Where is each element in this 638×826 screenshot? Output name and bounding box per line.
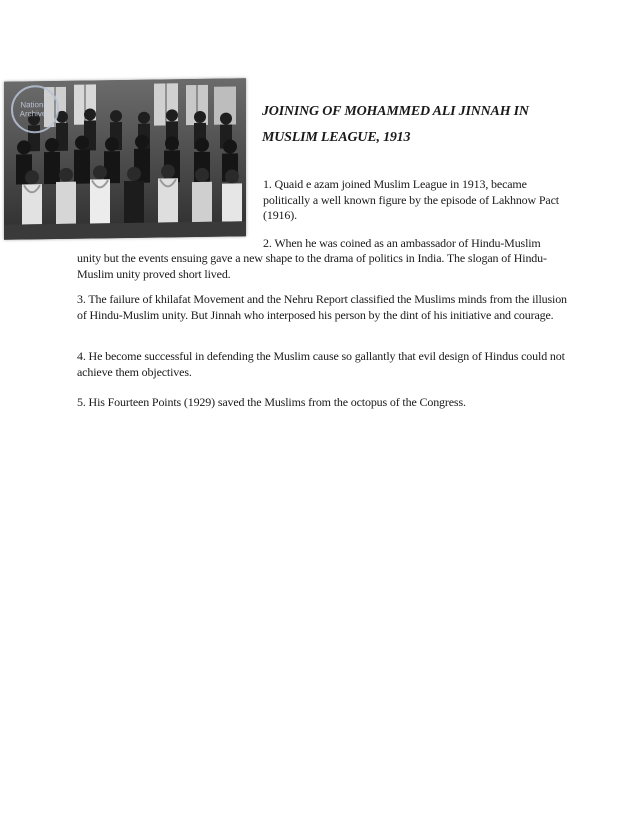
page-title: [262, 99, 592, 151]
historical-group-photo: [4, 78, 246, 239]
paragraph-1: 1. Quaid e azam joined Muslim League in 1913, became politically a well known figure by the episode of Lakhnow Pact (1916).: [263, 177, 559, 222]
paragraph-3: 3. The failure of khilafat Movement and the Nehru Report classified the Muslims minds from the illusion of Hindu-Muslim unity. But Jinnah who interposed his person by the dint of his initiative and courage.: [77, 292, 567, 322]
title-line-1: JOINING OF MOHAMMED ALI JINNAH IN: [262, 104, 529, 119]
paragraph-4: 4. He become successful in defending the Muslim cause so gallantly that evil design of Hindus could not achieve them objectives.: [77, 349, 565, 379]
paragraph-5: 5. His Fourteen Points (1929) saved the Muslims from the octopus of the Congress.: [77, 395, 466, 409]
stamp-line-2: Archives: [19, 109, 51, 119]
paragraph-2-continued: unity but the events ensuing gave a new shape to the drama of politics in India. The slogan of Hindu-Muslim unity proved short lived.: [77, 251, 547, 281]
title-line-2: MUSLIM LEAGUE, 1913: [262, 130, 411, 145]
stamp-line-1: National: [20, 100, 50, 110]
paragraph-2-start: 2. When he was coined as an ambassador of Hindu-Muslim: [263, 236, 541, 250]
